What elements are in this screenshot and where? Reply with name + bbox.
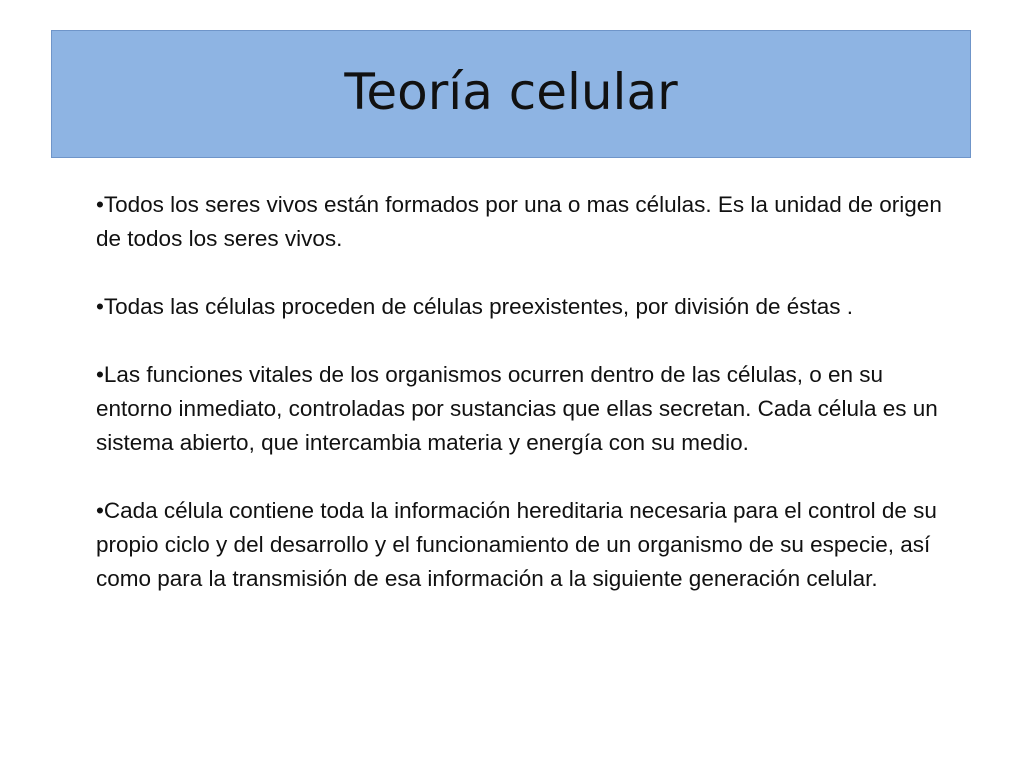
bullet-item: •Cada célula contiene toda la información hereditaria necesaria para el control de su propio ciclo y del desarrollo y el funcionamiento de un organismo de su especie, así como para la transmisión de esa información a la siguiente generación celular. <box>96 498 937 591</box>
bullet-spacer <box>96 324 946 358</box>
title-banner <box>51 30 971 158</box>
bullet-spacer <box>96 256 946 290</box>
bullet-item: •Todos los seres vivos están formados por una o mas células. Es la unidad de origen de todos los seres vivos. <box>96 192 942 251</box>
bullet-list <box>96 188 946 596</box>
bullet-spacer <box>96 460 946 494</box>
bullet-item: •Las funciones vitales de los organismos ocurren dentro de las células, o en su entorno inmediato, controladas por sustancias que ellas secretan. Cada célula es un sistema abierto, que intercambia materia y energía con su medio. <box>96 362 938 455</box>
bullet-item: •Todas las células proceden de células preexistentes, por división de éstas . <box>96 294 854 319</box>
slide-title: Teoría celular <box>344 63 678 121</box>
